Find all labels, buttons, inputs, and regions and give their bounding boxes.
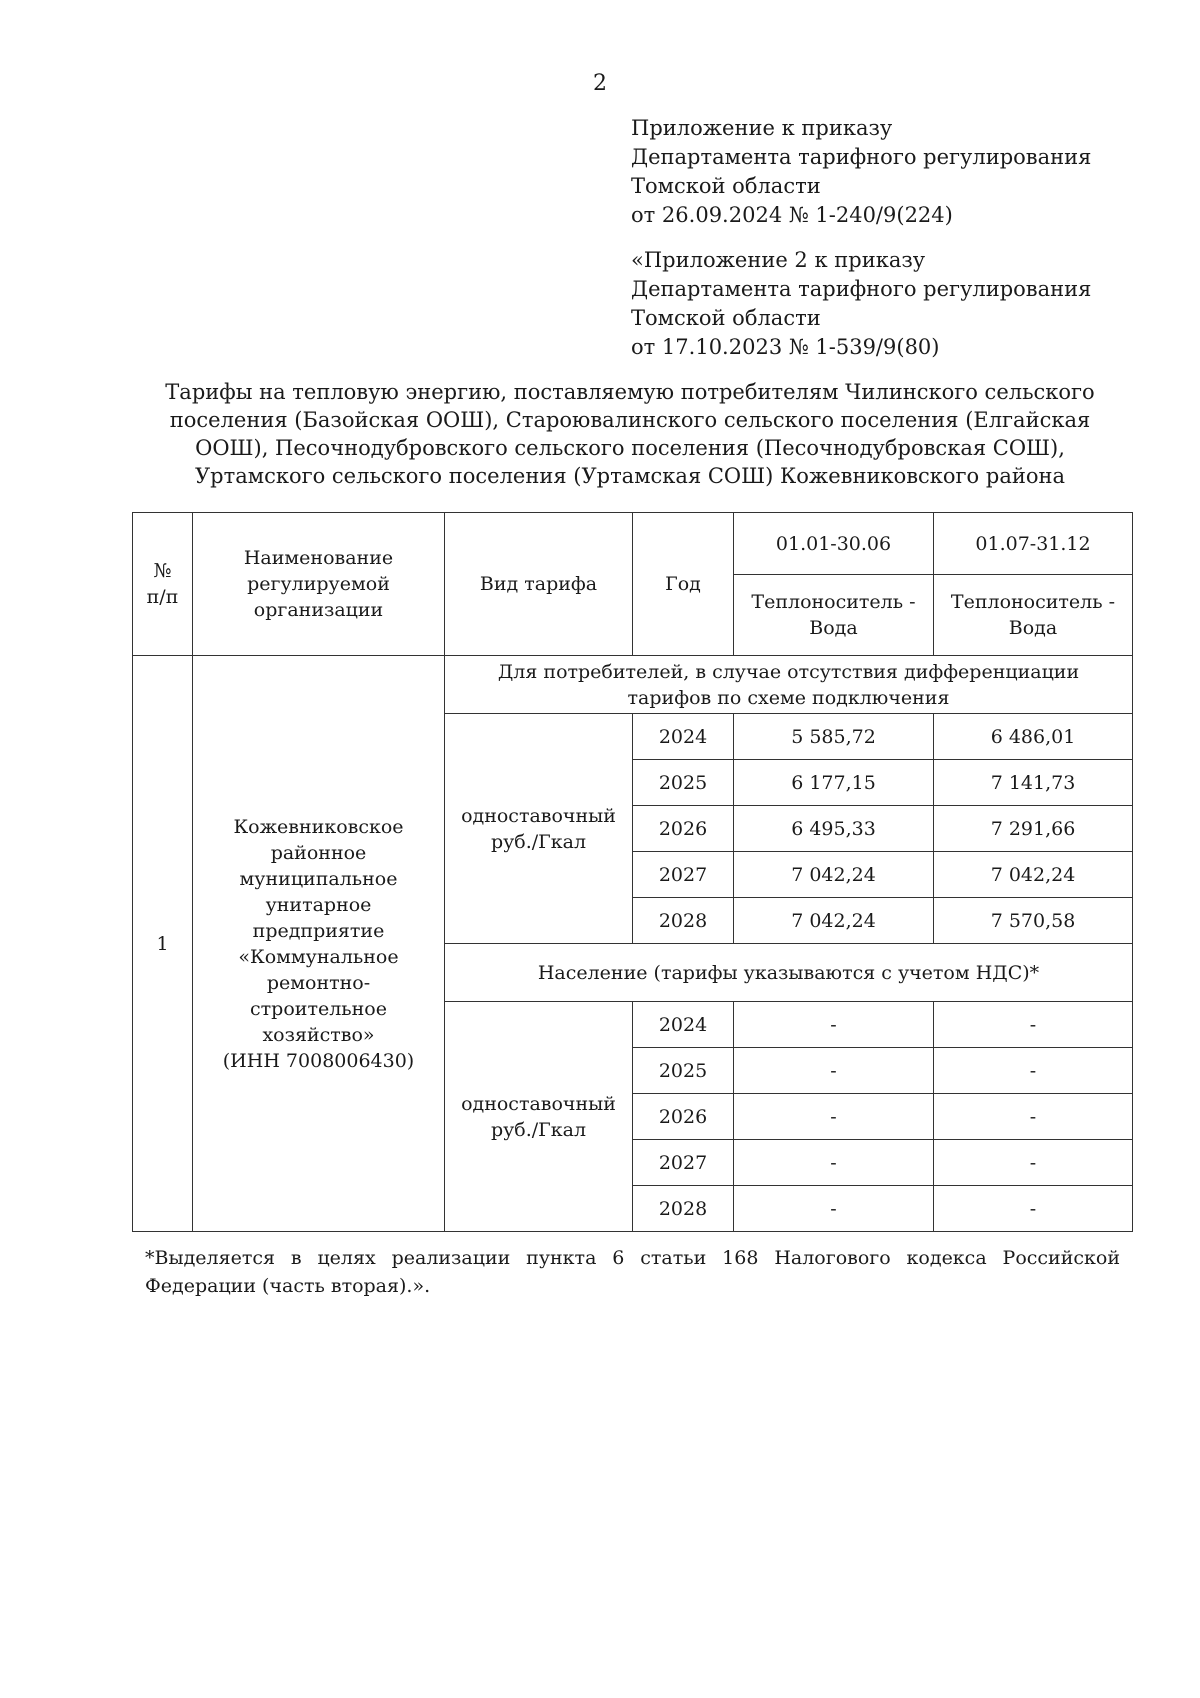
header-row	[133, 513, 1133, 575]
appendix-line: Департамента тарифного регулирования	[631, 145, 1092, 169]
value-half-2: 7 042,24	[934, 852, 1133, 898]
title-line: Тарифы на тепловую энергию, поставляемую потребителям Чилинского сельского	[165, 380, 1095, 404]
footnote: *Выделяется в целях реализации пункта 6 статьи 168 Налогового кодекса Российской Федерации (часть вторая).».	[145, 1247, 1120, 1297]
value-half-2: 7 570,58	[934, 898, 1133, 944]
header-carrier-1: Теплоноситель - Вода	[734, 575, 934, 656]
header-num: № п/п	[133, 513, 193, 656]
year-cell: 2024	[633, 1002, 734, 1048]
value-half-2: -	[934, 1002, 1133, 1048]
header-period-1: 01.01-30.06	[734, 513, 934, 575]
value-half-2: 7 291,66	[934, 806, 1133, 852]
header-period-2: 01.07-31.12	[934, 513, 1133, 575]
value-half-2: 7 141,73	[934, 760, 1133, 806]
title-line: Уртамского сельского поселения (Уртамская СОШ) Кожевниковского района	[194, 464, 1065, 488]
tariff-type: одноставочный руб./Гкал	[445, 1002, 633, 1232]
row-number: 1	[133, 656, 193, 1232]
appendix-line: от 17.10.2023 № 1-539/9(80)	[631, 335, 940, 359]
year-cell: 2027	[633, 1140, 734, 1186]
header-carrier-2: Теплоноситель - Вода	[934, 575, 1133, 656]
section-heading: Для потребителей, в случае отсутствия дифференциации тарифов по схеме подключения	[445, 656, 1133, 714]
tariff-type: одноставочный руб./Гкал	[445, 714, 633, 944]
value-half-2: -	[934, 1048, 1133, 1094]
value-half-1: -	[734, 1048, 934, 1094]
appendix-line: от 26.09.2024 № 1-240/9(224)	[631, 203, 953, 227]
appendix-line: «Приложение 2 к приказу	[631, 248, 926, 272]
year-cell: 2028	[633, 1186, 734, 1232]
year-cell: 2026	[633, 1094, 734, 1140]
year-cell: 2025	[633, 760, 734, 806]
title-line: поселения (Базойская ООШ), Староювалинского сельского поселения (Елгайская	[169, 408, 1091, 432]
value-half-2: -	[934, 1186, 1133, 1232]
year-cell: 2028	[633, 898, 734, 944]
page-number: 2	[593, 71, 607, 96]
title-line: ООШ), Песочнодубровского сельского поселения (Песочнодубровская СОШ),	[195, 436, 1065, 460]
section-heading-row	[133, 656, 1133, 714]
section-heading: Население (тарифы указываются с учетом НДС)*	[445, 944, 1133, 1002]
year-cell: 2027	[633, 852, 734, 898]
value-half-1: 5 585,72	[734, 714, 934, 760]
appendix-line: Томской области	[631, 174, 821, 198]
appendix-line: Томской области	[631, 306, 821, 330]
year-cell: 2026	[633, 806, 734, 852]
header-tariff-type: Вид тарифа	[445, 513, 633, 656]
value-half-1: 6 177,15	[734, 760, 934, 806]
value-half-1: -	[734, 1186, 934, 1232]
organization-name: Кожевниковское районное муниципальное унитарное предприятие «Коммунальное ремонтно- строительное хозяйство» (ИНН 7008006430)	[193, 656, 445, 1232]
value-half-1: -	[734, 1094, 934, 1140]
value-half-1: -	[734, 1002, 934, 1048]
value-half-1: 6 495,33	[734, 806, 934, 852]
header-organization: Наименование регулируемой организации	[193, 513, 445, 656]
appendix-line: Приложение к приказу	[631, 116, 893, 140]
appendix-block-original	[631, 246, 1091, 362]
value-half-2: -	[934, 1094, 1133, 1140]
year-cell: 2024	[633, 714, 734, 760]
tariff-table	[132, 512, 1133, 1232]
tariff-table-body	[133, 513, 1133, 1232]
value-half-1: 7 042,24	[734, 852, 934, 898]
value-half-1: 7 042,24	[734, 898, 934, 944]
appendix-block-current	[631, 114, 1091, 230]
document-title	[130, 378, 1130, 490]
header-year: Год	[633, 513, 734, 656]
appendix-line: Департамента тарифного регулирования	[631, 277, 1092, 301]
value-half-2: -	[934, 1140, 1133, 1186]
year-cell: 2025	[633, 1048, 734, 1094]
value-half-2: 6 486,01	[934, 714, 1133, 760]
value-half-1: -	[734, 1140, 934, 1186]
